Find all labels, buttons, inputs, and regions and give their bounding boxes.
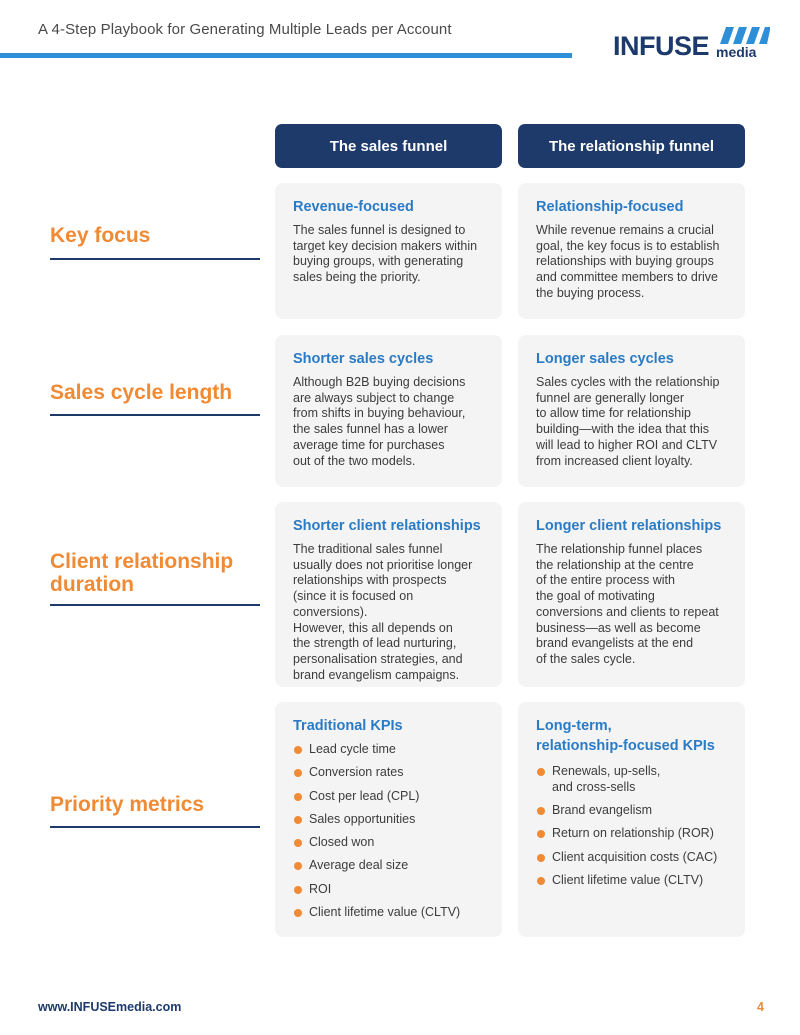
card-body: The relationship funnel places the relationship at the centre of the entire process with the goal of motivating conversions and clients to repeat business—as well as become brand evangelists at the end of the sales cycle. [536,542,719,666]
card-body: Sales cycles with the relationship funnel are generally longer to allow time for relationship building—with the idea that this will lead to higher ROI and CLTV from increased client loyalty. [536,375,720,468]
list-item: Closed won [293,835,486,851]
list-item: Brand evangelism [536,803,729,819]
row-divider [50,826,260,828]
logo-wordmark: INFUSE [613,31,710,61]
card-sales-key-focus [275,183,502,319]
document-header-title: A 4-Step Playbook for Generating Multiple Leads per Account [38,21,452,38]
list-item: Client lifetime value (CLTV) [536,873,729,889]
row-label-line: Client relationship [50,550,234,573]
card-title: Relationship-focused [536,199,684,215]
list-item: Client acquisition costs (CAC) [536,850,729,866]
card-sales-client-relationship [275,502,502,687]
card-title: Shorter client relationships [293,518,481,534]
row-label-key-focus: Key focus [50,224,151,247]
list-item: Renewals, up-sells, and cross-sells [536,764,729,795]
card-body: The traditional sales funnel usually does not prioritise longer relationships with prospects (since it is focused on conversions). However, this all depends on the strength of lead nurturing, personalisation strategies, and brand evangelism campaigns. [293,542,473,682]
card-title: Revenue-focused [293,199,414,215]
card-title: Longer sales cycles [536,351,674,367]
card-relationship-priority-metrics [518,702,745,937]
column-header-relationship-funnel: The relationship funnel [518,124,745,168]
header-divider [0,53,572,58]
list-item: ROI [293,882,486,898]
card-body: The sales funnel is designed to target key decision makers within buying groups, with generating sales being the priority. [293,223,478,285]
card-relationship-key-focus [518,183,745,319]
kpi-list [536,764,729,889]
row-divider [50,604,260,606]
list-item: Average deal size [293,858,486,874]
column-header-sales-funnel: The sales funnel [275,124,502,168]
card-title: Traditional KPIs [293,718,403,734]
card-title-line: relationship-focused KPIs [536,738,715,754]
list-item: Cost per lead (CPL) [293,789,486,805]
row-label-line: duration [50,573,134,596]
kpi-list [293,742,486,921]
row-divider [50,414,260,416]
card-relationship-client-relationship [518,502,745,687]
row-divider [50,258,260,260]
list-item: Client lifetime value (CLTV) [293,905,486,921]
list-item: Sales opportunities [293,812,486,828]
card-title-line: Long-term, [536,718,612,734]
row-label-priority-metrics: Priority metrics [50,793,205,816]
row-label-client-relationship-duration [50,550,260,596]
card-title: Longer client relationships [536,518,722,534]
list-item: Conversion rates [293,765,486,781]
logo-stripes-icon [720,27,770,44]
card-title [536,716,729,756]
card-relationship-cycle [518,335,745,487]
card-title: Shorter sales cycles [293,351,434,367]
footer-website-link[interactable]: www.INFUSEmedia.com [38,1000,182,1014]
logo-sub-text: media [716,44,757,60]
list-item: Return on relationship (ROR) [536,826,729,842]
list-item: Lead cycle time [293,742,486,758]
card-body: While revenue remains a crucial goal, the key focus is to establish relationships with buying groups and committee members to drive the buying process. [536,223,720,300]
card-sales-priority-metrics [275,702,502,937]
page-number: 4 [757,1000,764,1014]
card-body: Although B2B buying decisions are always subject to change from shifts in buying behaviour, the sales funnel has a lower average time for purchases out of the two models. [293,375,466,468]
row-label-sales-cycle-length: Sales cycle length [50,381,233,404]
infuse-media-logo [613,25,769,65]
card-sales-cycle [275,335,502,487]
